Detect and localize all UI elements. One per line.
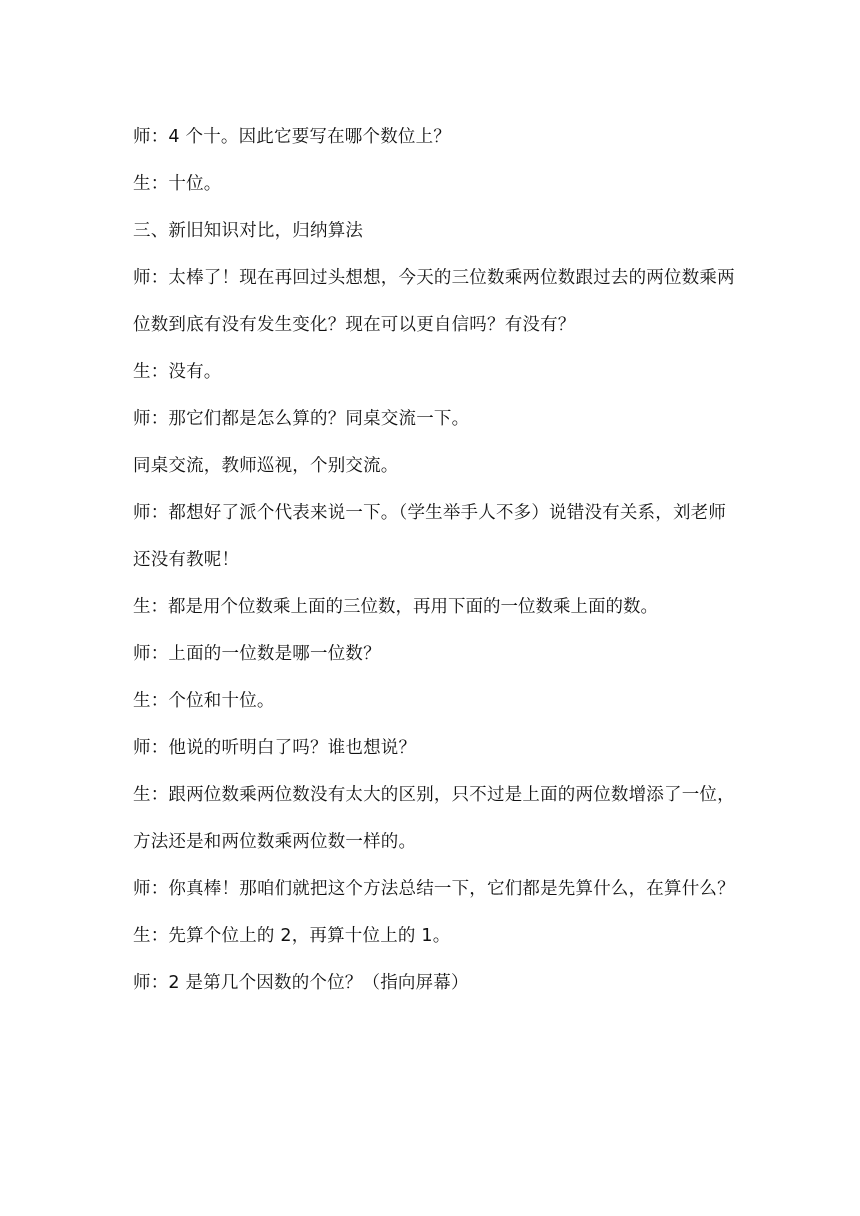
paragraph-student-line: 生：都是用个位数乘上面的三位数，再用下面的一位数乘上面的数。 xyxy=(133,597,658,617)
paragraph-student-line: 生：十位。 xyxy=(133,174,222,194)
document-body xyxy=(133,114,735,1007)
paragraph-teacher-line: 师：你真棒！那咱们就把这个方法总结一下，它们都是先算什么，在算什么？ xyxy=(133,879,735,899)
paragraph-teacher-line: 师：上面的一位数是哪一位数？ xyxy=(133,644,381,664)
paragraph-student-line: 生：先算个位上的 2，再算十位上的 1。 xyxy=(133,926,451,946)
paragraph-teacher-line: 师：都想好了派个代表来说一下。（学生举手人不多）说错没有关系，刘老师还没有教呢！ xyxy=(133,503,727,570)
paragraph-narration: 同桌交流，教师巡视，个别交流。 xyxy=(133,456,399,476)
paragraph-student-line: 生：没有。 xyxy=(133,362,222,382)
section-heading: 三、新旧知识对比，归纳算法 xyxy=(133,221,364,241)
paragraph-student-line: 生：跟两位数乘两位数没有太大的区别，只不过是上面的两位数增添了一位，方法还是和两位数乘两位数一样的。 xyxy=(133,785,735,852)
paragraph-teacher-line: 师：太棒了！现在再回过头想想，今天的三位数乘两位数跟过去的两位数乘两位数到底有没有发生变化？现在可以更自信吗？有没有？ xyxy=(133,268,735,335)
paragraph-teacher-line: 师：4 个十。因此它要写在哪个数位上？ xyxy=(133,127,451,147)
paragraph-student-line: 生：个位和十位。 xyxy=(133,691,275,711)
paragraph-teacher-line: 师：那它们都是怎么算的？同桌交流一下。 xyxy=(133,409,470,429)
paragraph-teacher-line: 师：他说的听明白了吗？谁也想说？ xyxy=(133,738,417,758)
paragraph-teacher-line: 师：2 是第几个因数的个位？（指向屏幕） xyxy=(133,973,469,993)
